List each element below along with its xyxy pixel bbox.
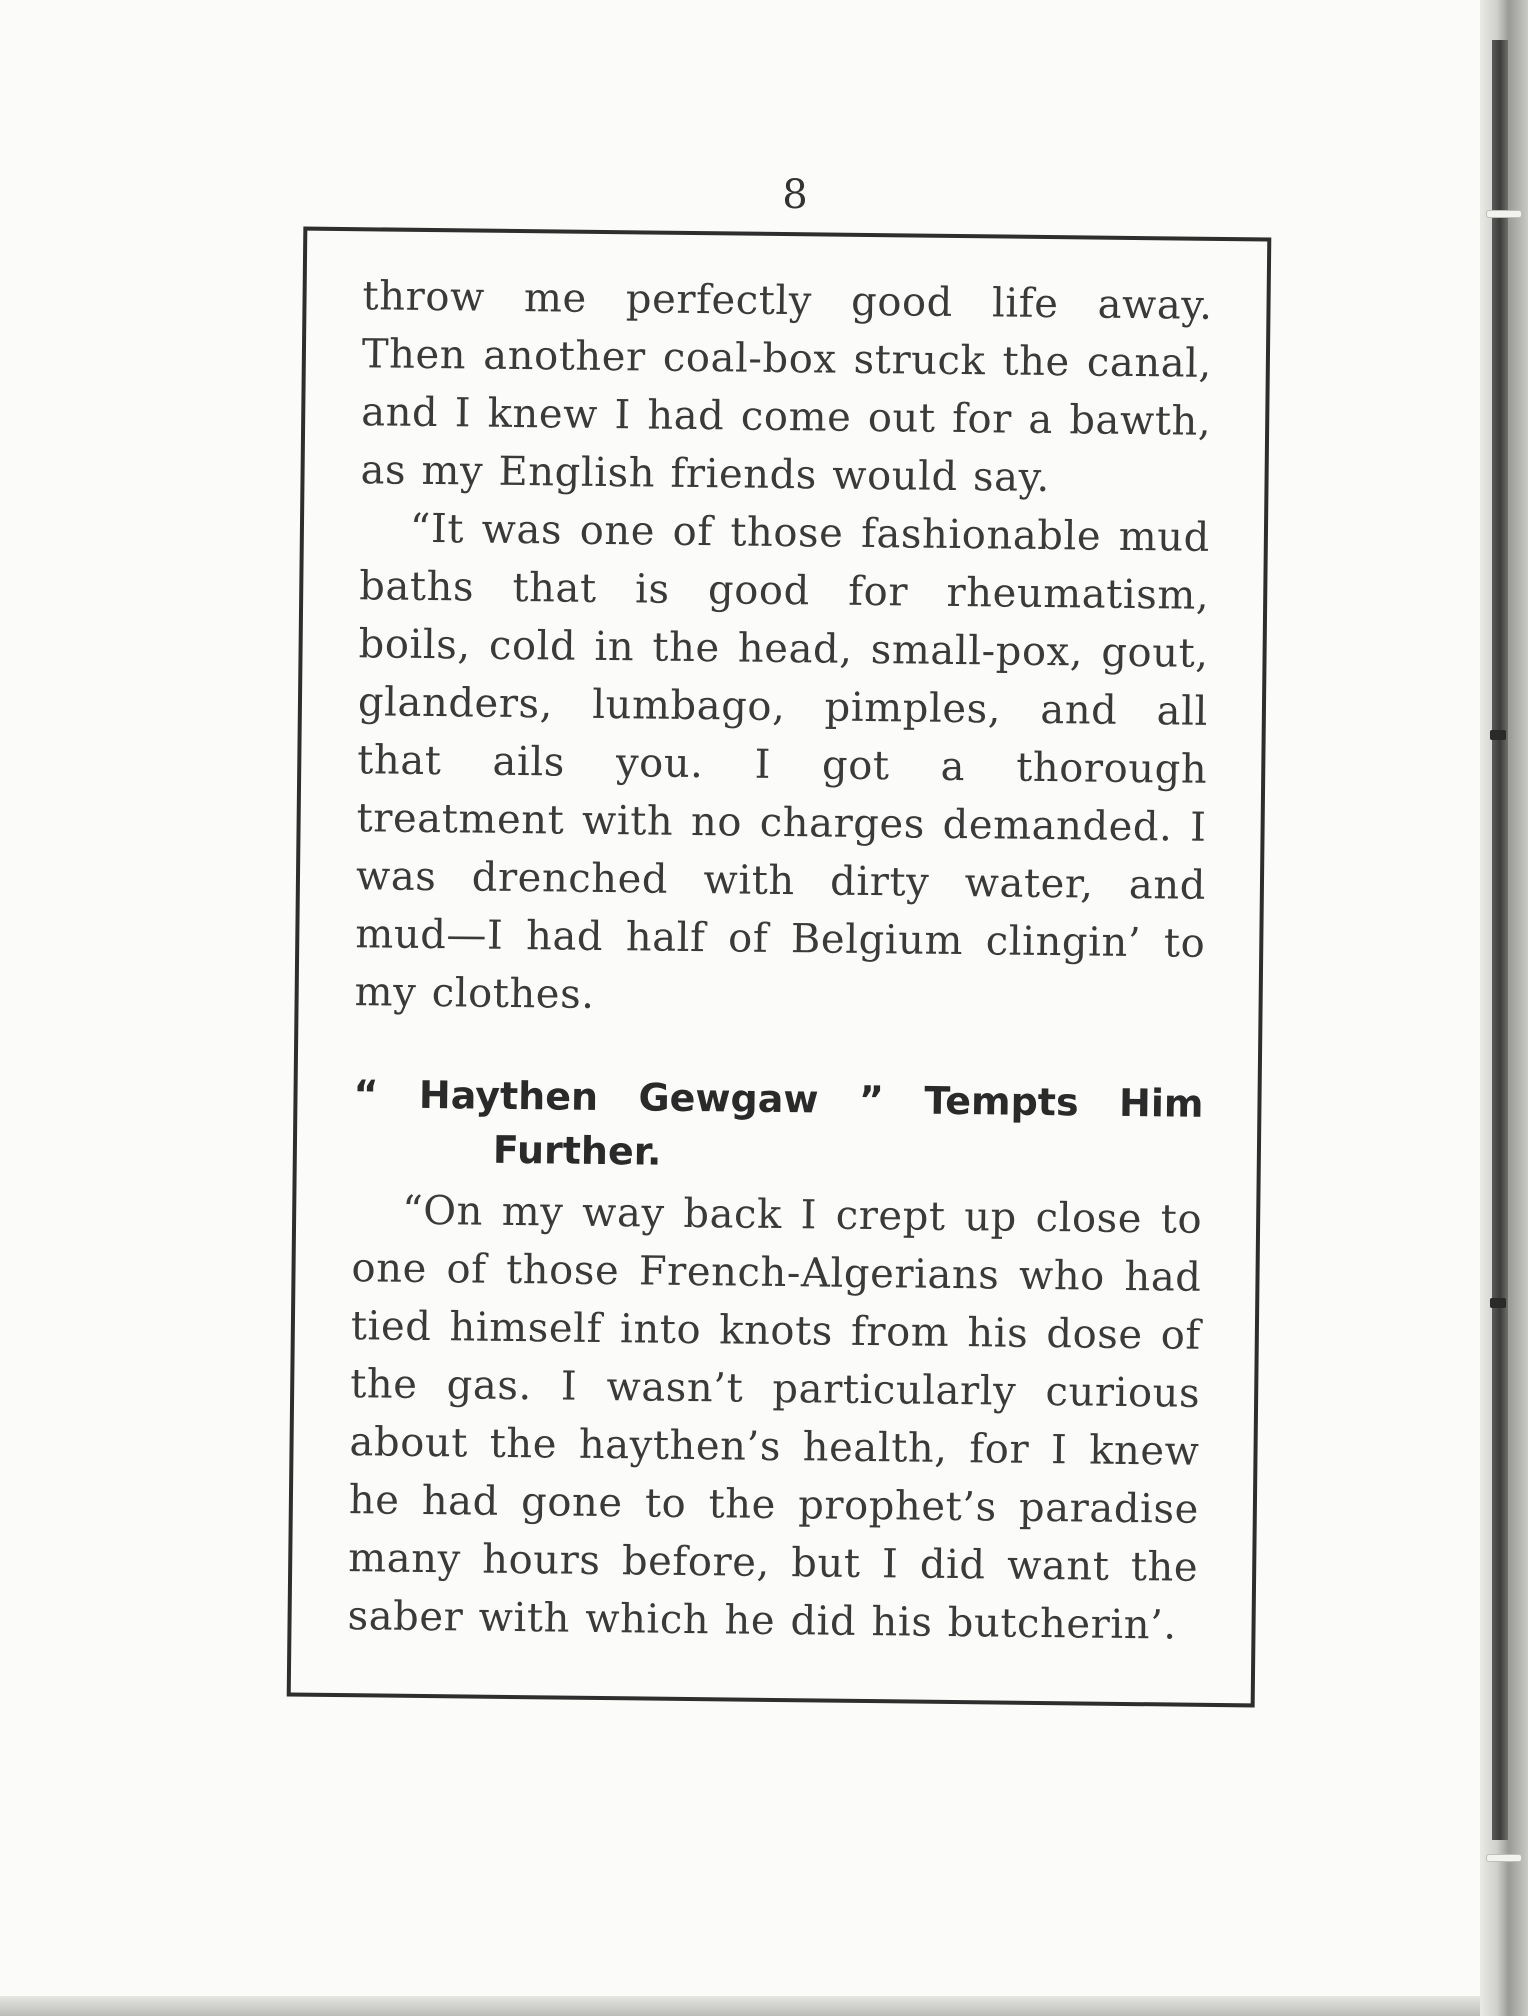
- paragraph-3: “On my way back I crept up close to one of those French-Algerians who had tied himself into knots from his dose of the gas. I wasn’t particularly curious about the haythen’s health, for I knew he had gone to the prophet’s paradise many hours before, but I did want the saber with which he did his butcherin’.: [347, 1187, 1203, 1649]
- paragraph-2: “It was one of those fashionable mud baths that is good for rheumatism, boils, cold in the head, small-pox, gout, glanders, lumbago, pimples, and all that ails you. I got a thorough treatment with no charges demanded. I was drenched with dirty water, and mud—I had half of Belgium clingin’ to my clothes.: [354, 505, 1211, 1018]
- section-heading: [353, 1067, 1204, 1185]
- text-frame: [287, 227, 1272, 1708]
- binding-mark: [1490, 730, 1506, 740]
- binding-thread: [1486, 1854, 1522, 1862]
- section-heading-line-2: Further.: [492, 1127, 662, 1174]
- binding-thread: [1486, 210, 1522, 218]
- page-number: 8: [782, 172, 808, 218]
- section-heading-line-1: “ Haythen Gewgaw ” Tempts Him: [353, 1072, 1204, 1126]
- binding-strip: [1492, 40, 1508, 1840]
- binding-mark: [1490, 1298, 1506, 1308]
- page-content: [347, 267, 1213, 1655]
- paragraph-1: throw me perfectly good life away. Then another coal-box struck the canal, and I knew I had come out for a bawth, as my English friends would say.: [360, 273, 1213, 502]
- page-bottom-edge: [0, 1996, 1480, 2016]
